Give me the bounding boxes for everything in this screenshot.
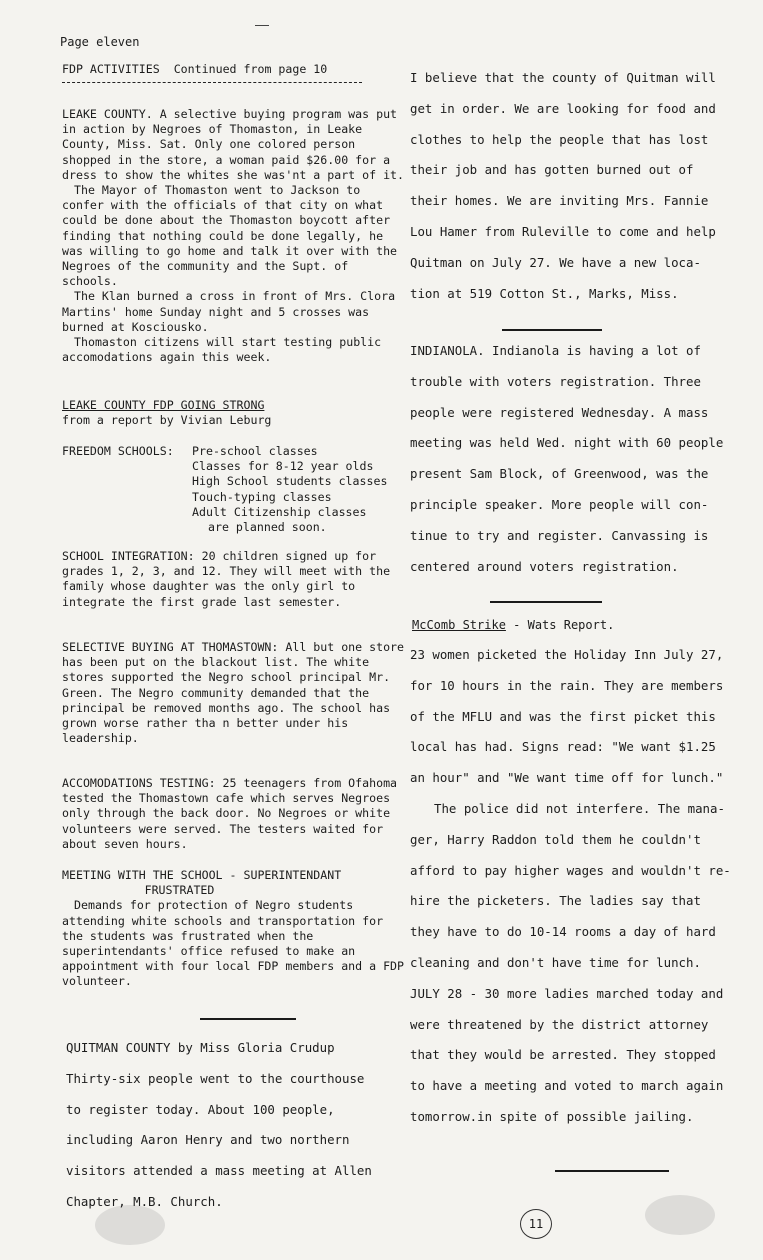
meeting-superintendant [62, 868, 407, 990]
school-integration: SCHOOL INTEGRATION: 20 children signed up for grades 1, 2, 3, and 12. They will meet with the family whose daughter was the only girl to integrate the first grade last semester. [62, 549, 391, 609]
schools-item: Classes for 8-12 year olds [192, 459, 374, 474]
accomodations-testing: ACCOMODATIONS TESTING: 25 teenagers from Ofahoma tested the Thomastown cafe which serves Negroes only through the back door. No Negroes or white volunteers were served. The testers waited for about seven hours. [62, 776, 398, 851]
mccomb-line: they have to do 10-14 rooms a day of hard [410, 924, 716, 940]
quitman-cont-line: get in order. We are looking for food and [410, 100, 716, 116]
left-header [62, 62, 407, 77]
quitman-county-article [66, 1033, 406, 1218]
indianola-line: INDIANOLA. Indianola is having a lot of [410, 343, 701, 358]
right-separator-2 [490, 601, 602, 603]
quitman-cont-line: Lou Hamer from Ruleville to come and help [410, 223, 716, 239]
indianola-line: trouble with voters registration. Three [410, 373, 701, 389]
leake-strong-title: LEAKE COUNTY FDP GOING STRONG [62, 398, 265, 412]
meeting-title-2: FRUSTRATED [144, 883, 215, 898]
indianola-line: centered around voters registration. [410, 558, 679, 574]
mccomb-line: for 10 hours in the rain. They are members [410, 677, 724, 693]
mccomb-line: to have a meeting and voted to march again [410, 1078, 724, 1094]
leake-para-1: LEAKE COUNTY. A selective buying program was put in action by Negroes of Thomaston, in Leake County, Miss. Sat. Only one colored person shopped in the store, a woman paid $26.00 for a dress to show the whites she was'nt a part of it. [62, 107, 405, 182]
page-label: Page eleven [60, 35, 140, 49]
mccomb-line: of the MFLU and was the first picket this [410, 708, 716, 724]
indianola-line: tinue to try and register. Canvassing is [410, 527, 709, 543]
quitman-cont-line: clothes to help the people that has lost [410, 131, 709, 147]
meeting-title-1: MEETING WITH THE SCHOOL - SUPERINTENDANT [62, 868, 342, 882]
freedom-schools [62, 444, 407, 535]
quitman-cont-line: tion at 519 Cotton St., Marks, Miss. [410, 285, 679, 301]
indianola-line: present Sam Block, of Greenwood, was the [410, 466, 709, 482]
mccomb-line: afford to pay higher wages and wouldn't re- [410, 862, 731, 878]
leake-para-4: Thomaston citizens will start testing public accomodations again this week. [62, 335, 382, 365]
mccomb-source: - Wats Report. [505, 618, 615, 632]
freedom-schools-label: FREEDOM SCHOOLS: [62, 444, 174, 458]
meeting-body: Demands for protection of Negro students attending white schools and transportation for the students was frustrated when the superintendants' office refused to make an appointment with four local FDP members and a FDP volunteer. [62, 898, 405, 989]
continued-note: Continued from page 10 [173, 62, 328, 76]
quitman-cont-line: I believe that the county of Quitman will [410, 70, 716, 85]
quitman-continued [410, 63, 750, 309]
selective-buying: SELECTIVE BUYING AT THOMASTOWN: All but one store has been put on the blackout list. The white stores supported the Negro school principal Mr. Green. The Negro community demanded that the principal be removed months ago. The school has grown worse rather tha n better under his leadership. [62, 640, 405, 746]
mccomb-line: that they would be arrested. They stopped [410, 1047, 716, 1063]
fdp-activities-title: FDP ACTIVITIES [62, 62, 160, 76]
mccomb-line: local has had. Signs read: "We want $1.25 [410, 739, 716, 755]
mccomb-line: cleaning and don't have time for lunch. [410, 954, 701, 970]
right-separator-3 [555, 1170, 669, 1172]
indianola-line: people were registered Wednesday. A mass [410, 404, 709, 420]
page-number: 11 [520, 1209, 552, 1239]
schools-item: High School students classes [192, 474, 388, 489]
quitman-line: visitors attended a mass meeting at Allen [66, 1163, 372, 1179]
indianola-article [410, 336, 750, 582]
schools-item: Pre-school classes [192, 444, 318, 458]
right-separator-1 [502, 329, 602, 331]
mccomb-line: tomorrow.in spite of possible jailing. [410, 1108, 694, 1124]
mccomb-line: 23 women picketed the Holiday Inn July 27, [410, 647, 724, 662]
mccomb-heading [412, 618, 614, 632]
leake-para-2: The Mayor of Thomaston went to Jackson to confer with the officials of that city on what could be done about the Thomaston boycott after finding that nothing could be done legally, he was willing to go home and talk it over with the Negroes of the community and the Supt. of schools. [62, 183, 398, 289]
ink-smudge-2 [645, 1195, 715, 1235]
mccomb-title: McComb Strike [412, 618, 506, 632]
mccomb-article [410, 640, 750, 1133]
indianola-line: meeting was held Wed. night with 60 people [410, 435, 724, 451]
schools-item: Touch-typing classes [192, 489, 332, 504]
schools-item: Adult Citizenship classes [192, 504, 367, 519]
schools-item: are planned soon. [208, 520, 327, 535]
quitman-line: to register today. About 100 people, [66, 1101, 335, 1117]
quitman-cont-line: Quitman on July 27. We have a new loca- [410, 254, 701, 270]
quitman-line: Thirty-six people went to the courthouse [66, 1070, 365, 1086]
dash-mark [255, 25, 269, 26]
mccomb-line: hire the picketers. The ladies say that [410, 893, 701, 909]
mccomb-line: JULY 28 - 30 more ladies marched today and [410, 985, 724, 1001]
indianola-line: principle speaker. More people will con- [410, 496, 709, 512]
leake-strong-heading [62, 398, 407, 428]
header-dash-rule [62, 82, 362, 84]
mccomb-line: an hour" and "We want time off for lunch." [410, 770, 724, 786]
left-separator [200, 1018, 296, 1020]
leake-strong-byline: from a report by Vivian Leburg [62, 413, 272, 428]
quitman-line: including Aaron Henry and two northern [66, 1132, 350, 1148]
leake-para-3: The Klan burned a cross in front of Mrs. Clora Martins' home Sunday night and 5 crosses was burned at Kosciousko. [62, 289, 396, 334]
quitman-cont-line: their homes. We are inviting Mrs. Fannie [410, 193, 709, 209]
quitman-line: QUITMAN COUNTY by Miss Gloria Crudup [66, 1040, 335, 1055]
mccomb-line: ger, Harry Raddon told them he couldn't [410, 831, 701, 847]
mccomb-line: The police did not interfere. The mana- [434, 800, 725, 816]
quitman-line: Chapter, M.B. Church. [66, 1193, 223, 1209]
mccomb-line: were threatened by the district attorney [410, 1016, 709, 1032]
leake-county-article [62, 107, 407, 365]
quitman-cont-line: their job and has gotten burned out of [410, 162, 694, 178]
